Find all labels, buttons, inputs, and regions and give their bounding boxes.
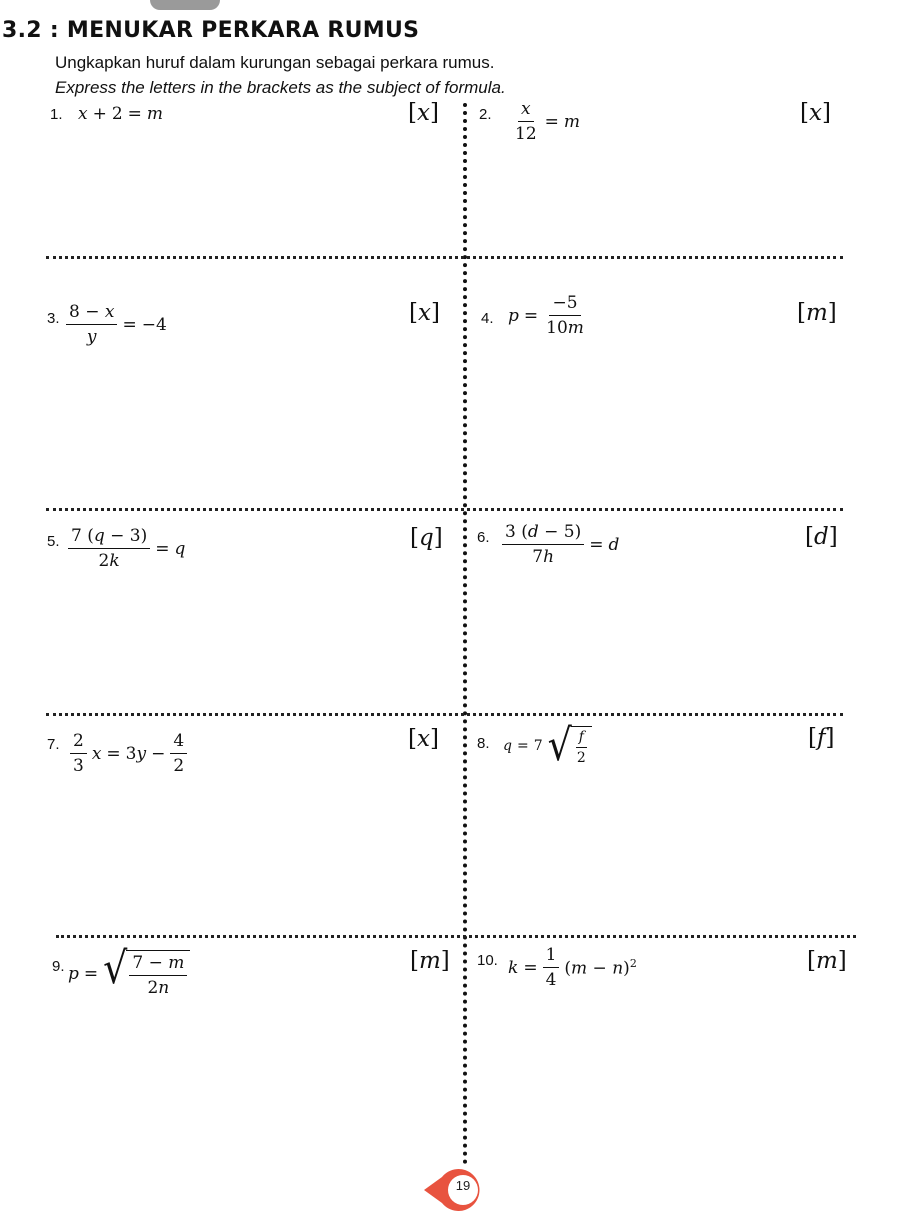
subject-bracket: [m] xyxy=(807,948,847,974)
equation-10: k = $\frac{1}{4}$ $(m - n)^2$ xyxy=(508,945,637,990)
equation-5: $\frac{7 (q - 3)}{2k}$ = q xyxy=(68,526,185,571)
equation-3: $\frac{8 - x}{y}$ = −4 xyxy=(66,302,167,347)
section-title: 3.2 : MENUKAR PERKARA RUMUS xyxy=(2,18,420,43)
page-number: 19 xyxy=(455,1178,471,1193)
question-number: 2. xyxy=(479,106,492,123)
equation-8: q = 7 √ $\frac{f}{2}$ xyxy=(503,726,592,766)
equation-9: p = √ $\frac{7 - m}{2n}$ xyxy=(68,950,190,998)
subject-bracket: [x] xyxy=(408,100,439,126)
equation-1: x + 2 = m xyxy=(78,104,164,124)
question-number: 6. xyxy=(477,529,490,546)
question-number: 10. xyxy=(477,952,498,969)
question-number: 1. xyxy=(50,106,63,123)
subject-bracket: [m] xyxy=(410,948,450,974)
row-divider-1 xyxy=(46,256,843,259)
question-number: 4. xyxy=(481,310,494,327)
instruction-malay: Ungkapkan huruf dalam kurungan sebagai perkara rumus. xyxy=(55,53,495,72)
subject-bracket: [x] xyxy=(408,726,439,752)
subject-bracket: [d] xyxy=(805,524,838,550)
subject-bracket: [x] xyxy=(800,100,831,126)
vertical-divider xyxy=(463,103,467,1165)
subject-bracket: [m] xyxy=(797,300,837,326)
subject-bracket: [q] xyxy=(410,525,443,551)
question-number: 8. xyxy=(477,735,490,752)
equation-6: $\frac{3 (d - 5)}{7h}$ = d xyxy=(502,522,619,567)
question-number: 5. xyxy=(47,533,60,550)
row-divider-2 xyxy=(46,508,843,511)
subject-bracket: [x] xyxy=(409,300,440,326)
equation-7: $\frac{2}{3}$ x = 3y − $\frac{4}{2}$ xyxy=(70,731,187,776)
header-tab-decoration xyxy=(150,0,220,10)
subject-bracket: [f] xyxy=(808,725,835,751)
row-divider-4 xyxy=(56,935,856,938)
page-number-marker xyxy=(420,1165,490,1211)
question-number: 7. xyxy=(47,736,60,753)
question-number: 3. xyxy=(47,310,60,327)
row-divider-3 xyxy=(46,713,843,716)
equation-2: $\frac{x}{12}$ = m xyxy=(515,99,581,144)
equation-4: p = $\frac{-5}{10m}$ xyxy=(508,293,584,338)
question-number: 9. xyxy=(52,958,65,975)
instruction-english: Express the letters in the brackets as the subject of formula. xyxy=(55,78,506,97)
